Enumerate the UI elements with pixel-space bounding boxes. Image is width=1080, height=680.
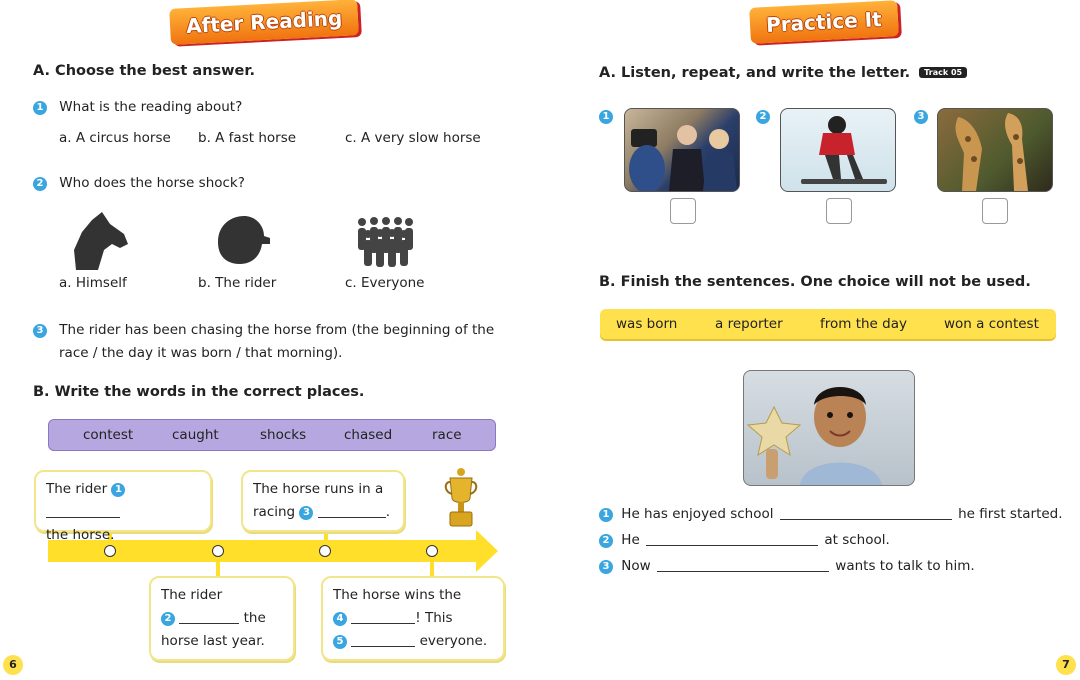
track-badge[interactable]: Track 05 [919,67,967,78]
sentence-number: 2 [599,534,613,548]
timeline-note-2 [149,576,295,661]
question-number: 1 [33,101,47,115]
sentence-text: Now [621,558,651,574]
note-text: the [243,610,266,626]
reporter-interview-photo [624,108,740,192]
giraffes-photo [937,108,1053,192]
word-bank [48,419,496,451]
question-2 [33,175,245,191]
question-1 [33,99,242,115]
sentence-2 [599,532,890,548]
blank-number: 2 [161,612,175,626]
note-text: horse last year. [161,633,265,649]
sentence-text: at school. [824,532,890,548]
sentence-3 [599,558,975,574]
timeline-note-3 [241,470,405,532]
sentence-text: wants to talk to him. [835,558,975,574]
word-bank-item: race [432,427,462,443]
note-text: The rider [161,587,223,603]
note-text: The horse runs in a [253,481,384,497]
part-b-title: B. Finish the sentences. One choice will not be used. [599,274,1031,290]
choice-item: was born [616,316,678,332]
choice-item: from the day [820,316,907,332]
timeline-dot [319,545,331,557]
question-text-line2: race / the day it was born / that morning). [59,345,343,361]
question-3 [33,319,494,365]
blank-number: 5 [333,635,347,649]
rider-helmet-silhouette-icon [214,214,272,266]
item-number: 2 [756,110,770,124]
part-a-title [599,65,967,81]
page-number: 6 [3,655,23,675]
q2-option-c[interactable]: c. Everyone [345,275,425,291]
part-a-title-text: A. Listen, repeat, and write the letter. [599,65,911,81]
sentence-text: He has enjoyed school [621,506,774,522]
question-text: What is the reading about? [59,99,243,115]
choice-item: won a contest [944,316,1039,332]
word-bank-item: caught [172,427,219,443]
note-text: The horse wins the [333,587,462,603]
q1-option-c[interactable]: c. A very slow horse [345,130,481,146]
boy-with-star-trophy-photo [743,370,915,486]
part-b-title: B. Write the words in the correct places. [33,384,365,400]
after-reading-banner: After Reading [169,0,359,45]
part-a-title: A. Choose the best answer. [33,63,255,79]
note-text: . [385,504,391,520]
answer-blank-1[interactable] [46,505,120,518]
answer-box-1[interactable] [670,198,696,224]
note-text: everyone. [419,633,488,649]
choice-bank [600,309,1056,339]
sentence-text: he first started. [958,506,1063,522]
q2-option-a[interactable]: a. Himself [59,275,127,291]
sentence-number: 3 [599,560,613,574]
word-bank-item: contest [83,427,134,443]
note-text: the horse. [46,527,115,543]
blank-number: 4 [333,612,347,626]
question-number: 2 [33,177,47,191]
sentence-text: He [621,532,640,548]
sentence-1 [599,506,1063,522]
crowd-icon [354,216,416,268]
answer-blank-5[interactable] [351,634,415,647]
q2-option-b[interactable]: b. The rider [198,275,277,291]
timeline-note-4 [321,576,505,661]
trophy-icon [444,466,478,528]
item-number: 3 [914,110,928,124]
sentence-blank-1[interactable] [780,507,952,520]
answer-box-3[interactable] [982,198,1008,224]
q1-option-b[interactable]: b. A fast horse [198,130,297,146]
practice-it-banner: Practice It [749,0,898,44]
answer-box-2[interactable] [826,198,852,224]
timeline-dot [212,545,224,557]
item-number: 1 [599,110,613,124]
snowboarder-photo [780,108,896,192]
timeline-dot [426,545,438,557]
sentence-blank-2[interactable] [646,533,818,546]
q1-option-a[interactable]: a. A circus horse [59,130,171,146]
answer-blank-2[interactable] [179,611,239,624]
answer-blank-4[interactable] [351,611,415,624]
blank-number: 3 [299,506,313,520]
word-bank-item: shocks [260,427,307,443]
sentence-blank-3[interactable] [657,559,829,572]
blank-number: 1 [111,483,125,497]
question-text-line1: The rider has been chasing the horse from (the beginning of the [59,322,495,338]
note-text: The rider [46,481,108,497]
timeline-note-1 [34,470,212,543]
page-number: 7 [1056,655,1076,675]
sentence-number: 1 [599,508,613,522]
choice-item: a reporter [715,316,783,332]
note-text: racing [253,504,296,520]
question-number: 3 [33,324,47,338]
note-text: ! This [415,610,453,626]
question-text: Who does the horse shock? [59,175,245,191]
word-bank-item: chased [344,427,393,443]
timeline-arrowhead [476,530,498,572]
right-page [540,0,1080,680]
horse-head-silhouette-icon [72,210,130,272]
answer-blank-3[interactable] [318,505,386,518]
